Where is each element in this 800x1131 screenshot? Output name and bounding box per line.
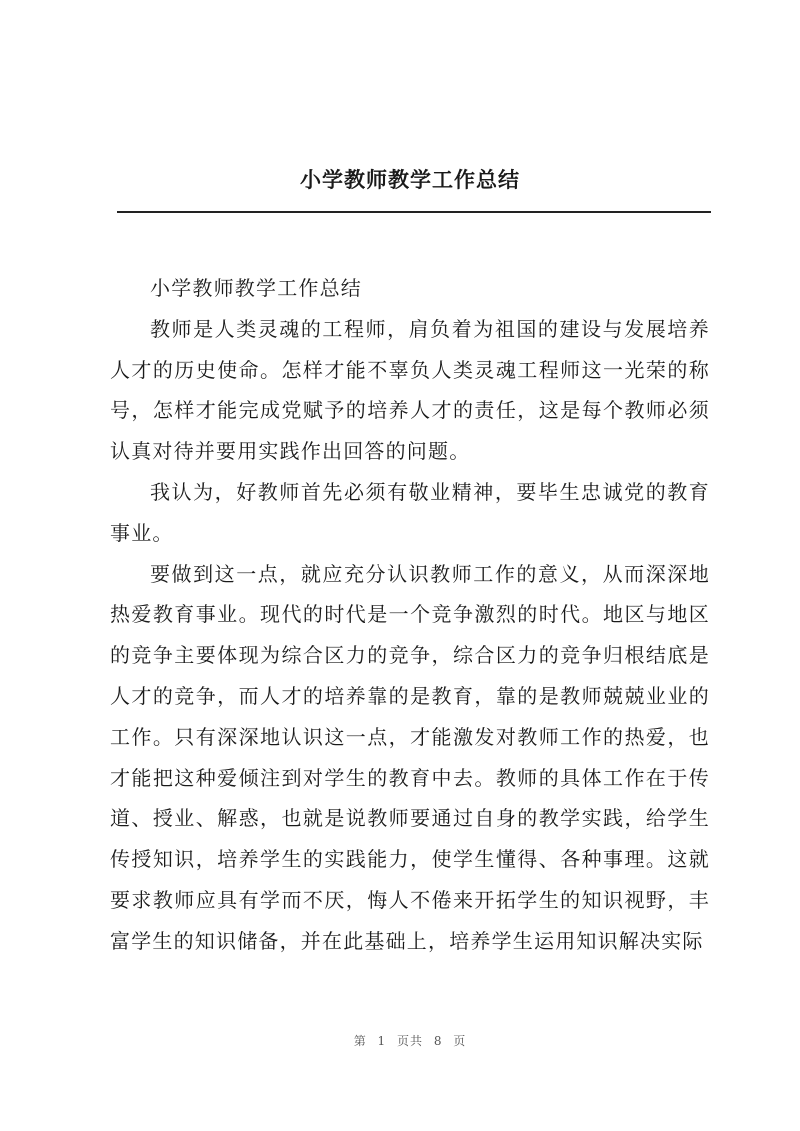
document-body [110, 268, 710, 962]
paragraph-3: 要做到这一点，就应充分认识教师工作的意义，从而深深地热爱教育事业。现代的时代是一个竞争激烈的时代。地区与地区的竞争主要体现为综合区力的竞争，综合区力的竞争归根结底是人才的竞争，而人才的培养靠的是教育，靠的是教师兢兢业业的工作。只有深深地认识这一点，才能激发对教师工作的热爱，也才能把这种爱倾注到对学生的教育中去。教师的具体工作在于传道、授业、解惑，也就是说教师要通过自身的教学实践，给学生传授知识，培养学生的实践能力，使学生懂得、各种事理。这就要求教师应具有学而不厌，悔人不倦来开拓学生的知识视野，丰富学生的知识储备，并在此基础上，培养学生运用知识解决实际 [110, 561, 710, 953]
title-underline [117, 211, 711, 213]
document-title: 小学教师教学工作总结 [300, 167, 520, 192]
paragraph-1: 教师是人类灵魂的工程师，肩负着为祖国的建设与发展培养人才的历史使命。怎样才能不辜负人类灵魂工程师这一光荣的称号，怎样才能完成党赋予的培养人才的责任，这是每个教师必须认真对待并要用实践作出回答的问题。 [110, 316, 710, 464]
paragraph-2: 我认为，好教师首先必须有敬业精神，要毕生忠诚党的教育事业。 [110, 479, 710, 545]
page-number-footer: 第 1 页共 8 页 [353, 1034, 467, 1048]
paragraph-heading: 小学教师教学工作总结 [150, 276, 362, 300]
